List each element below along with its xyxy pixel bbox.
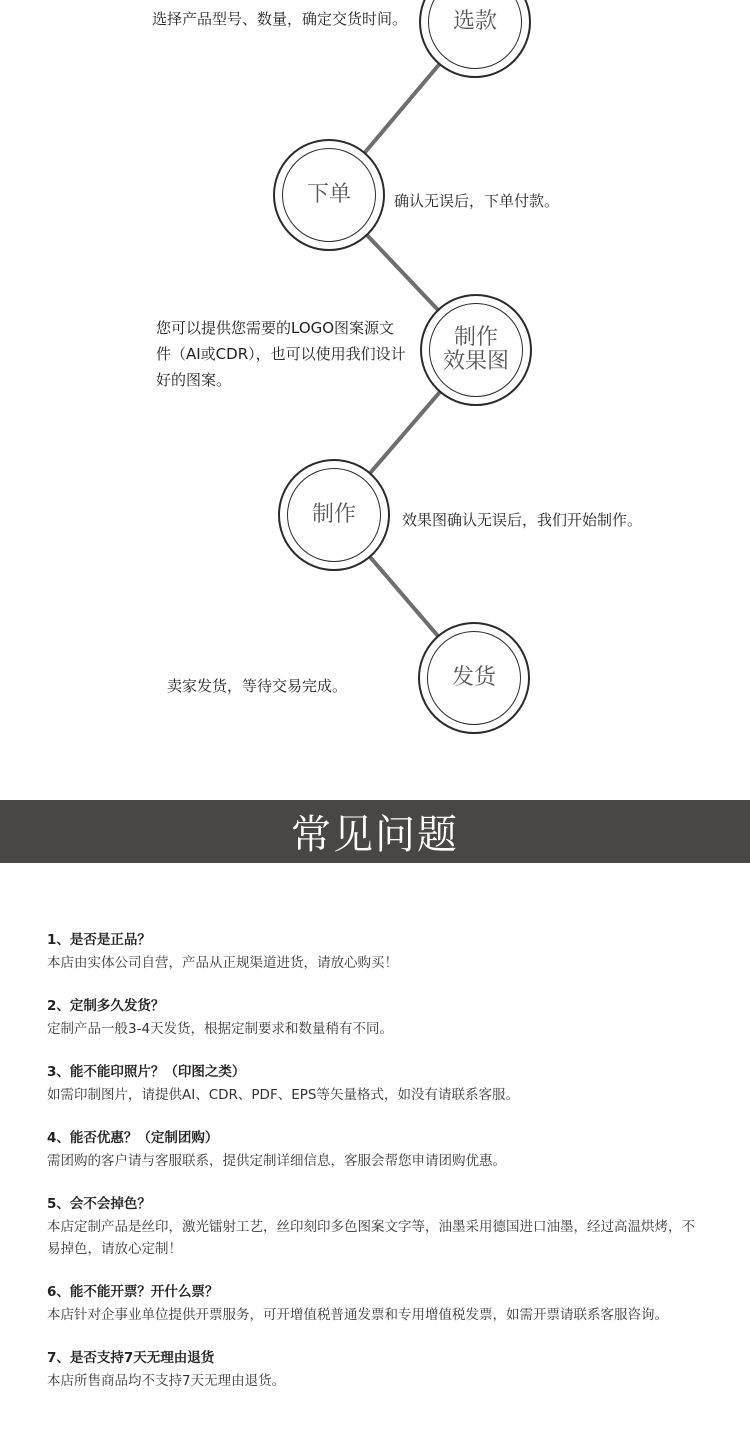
- step-circle-order: [273, 139, 385, 251]
- step-label: 下单: [306, 181, 351, 207]
- faq-item: [47, 1062, 707, 1106]
- faq-question: 1、是否是正品？: [47, 932, 151, 948]
- step-circle-inner: [427, 631, 521, 725]
- faq-title: 常见问题: [291, 812, 459, 858]
- step-circle-ship: [418, 622, 530, 734]
- faq-item: [47, 1348, 707, 1392]
- step-circle-inner: [428, 0, 522, 69]
- faq-item: [47, 1128, 707, 1172]
- faq-answer: 本店所售商品均不支持7天无理由退货。: [47, 1373, 286, 1389]
- faq-question: 2、定制多久发货？: [47, 998, 165, 1014]
- faq-answer: 本店定制产品是丝印，激光镭射工艺，丝印刻印多色图案文字等，油墨采用德国进口油墨，经过高温烘烤，不易掉色，请放心定制！: [47, 1219, 695, 1257]
- faq-header-bar: [0, 800, 750, 863]
- step-circle-inner: [429, 303, 523, 397]
- faq-question: 6、能不能开票？开什么票？: [47, 1284, 219, 1300]
- step-circle-produce: [278, 459, 390, 571]
- faq-answer: 如需印制图片，请提供AI、CDR、PDF、EPS等矢量格式，如没有请联系客服。: [47, 1087, 519, 1103]
- step-circle-inner: [287, 468, 381, 562]
- faq-item: [47, 930, 707, 974]
- faq-list: [47, 930, 707, 1414]
- faq-answer: 需团购的客户请与客服联系，提供定制详细信息，客服会帮您申请团购优惠。: [47, 1153, 506, 1169]
- step-label: 发货: [451, 664, 496, 690]
- step-label: 制作 效果图: [442, 324, 509, 374]
- step-description: 效果图确认无误后，我们开始制作。: [402, 511, 643, 529]
- step-description: 选择产品型号、数量，确定交货时间。: [152, 10, 408, 28]
- faq-question: 5、会不会掉色？: [47, 1196, 151, 1212]
- faq-answer: 本店由实体公司自营，产品从正规渠道进货，请放心购买！: [47, 955, 398, 971]
- step-circle-inner: [282, 148, 376, 242]
- step-description: 您可以提供您需要的LOGO图案源文件（AI或CDR），也可以使用我们设计好的图案。: [156, 319, 406, 389]
- faq-question: 4、能否优惠？（定制团购）: [47, 1130, 219, 1146]
- faq-item: [47, 1282, 707, 1326]
- step-label: 制作: [311, 501, 356, 527]
- faq-item: [47, 996, 707, 1040]
- step-description: 确认无误后，下单付款。: [394, 192, 560, 210]
- step-label: 选款: [452, 8, 497, 34]
- faq-answer: 定制产品一般3-4天发货，根据定制要求和数量稍有不同。: [47, 1021, 394, 1037]
- faq-answer: 本店针对企事业单位提供开票服务，可开增值税普通发票和专用增值税发票，如需开票请联系客服咨询。: [47, 1307, 668, 1323]
- faq-question: 3、能不能印照片？（印图之类）: [47, 1064, 246, 1080]
- step-circle-mockup: [420, 294, 532, 406]
- faq-item: [47, 1194, 707, 1260]
- faq-question: 7、是否支持7天无理由退货: [47, 1350, 215, 1366]
- step-description: 卖家发货，等待交易完成。: [167, 677, 348, 695]
